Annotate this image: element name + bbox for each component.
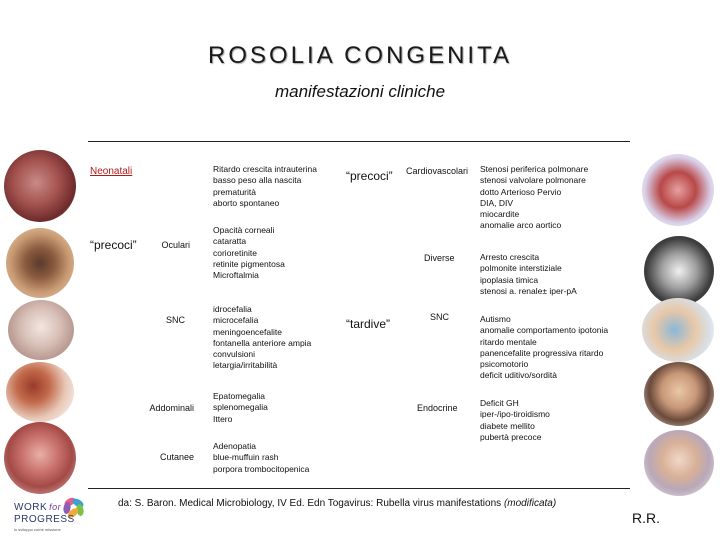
cutanee-list: Adenopatia blue-muffuin rash porpora trombocitopenica bbox=[213, 441, 310, 474]
page-title: ROSOLIA CONGENITA bbox=[208, 42, 512, 69]
snc-right-label: SNC bbox=[430, 312, 450, 322]
logo-work-text: WORK bbox=[14, 502, 48, 513]
neonate-photo bbox=[4, 150, 76, 222]
endocrine-label: Endocrine bbox=[417, 403, 458, 413]
snc-right-list: Autismo anomalie comportamento ipotonia ritardo mentale panencefalite progressiva ritardo psicomotorio deficit uditivo/sordità bbox=[480, 314, 609, 381]
source-citation bbox=[118, 498, 618, 509]
logo-tagline: lo sviluppo come missione bbox=[14, 527, 61, 532]
snc-left-label: SNC bbox=[165, 315, 185, 325]
work-for-progress-logo bbox=[14, 494, 90, 538]
oculari-label: Oculari bbox=[161, 240, 190, 250]
addominali-label: Addominali bbox=[149, 403, 194, 413]
bottom-divider bbox=[88, 488, 630, 489]
precoci-left-label: “precoci” bbox=[90, 238, 137, 252]
abdominal-organs-diagram bbox=[6, 362, 74, 422]
chest-xray-image bbox=[644, 236, 714, 306]
cutanee-label: Cutanee bbox=[159, 452, 194, 462]
logo-for-text: for bbox=[49, 502, 62, 512]
top-divider bbox=[88, 141, 630, 142]
logo-progress-text: PROGRESS bbox=[14, 514, 75, 525]
ear-diagram bbox=[642, 298, 714, 362]
precoci-middle-label: “precoci” bbox=[346, 169, 393, 183]
brain-scan-image bbox=[8, 300, 74, 360]
ritardo-crescita-list: Ritardo crescita intrauterina basso peso alla nascita prematurità aborto spontaneo bbox=[213, 164, 317, 208]
oculari-list: Opacità corneali cataratta corioretinite retinite pigmentosa Microftalmia bbox=[213, 225, 285, 281]
heart-diagram bbox=[642, 154, 714, 226]
diverse-list: Arresto crescita polmonite interstiziale ipoplasia timica stenosi a. renale± iper-pA bbox=[480, 252, 577, 296]
tardive-label: “tardive” bbox=[346, 317, 391, 331]
author-initials: R.R. bbox=[632, 510, 660, 526]
cardiovascolari-label: Cardiovascolari bbox=[406, 166, 469, 176]
infant-photo bbox=[644, 430, 714, 496]
cardiovascolari-list: Stenosi periferica polmonare stenosi valvolare polmonare dotto Arterioso Pervio DIA, DIV miocardite anomalie arco aortico bbox=[480, 164, 589, 231]
snc-left-list: idrocefalia microcefalia meningoencefalite fontanella anteriore ampia convulsioni letargia/irritabilità bbox=[213, 304, 312, 371]
rash-face-photo bbox=[4, 422, 76, 494]
source-main-text: da: S. Baron. Medical Microbiology, IV Ed. Edn Togavirus: Rubella virus manifestations bbox=[118, 498, 504, 509]
neonatali-heading: Neonatali bbox=[90, 166, 133, 177]
child-photo bbox=[644, 362, 714, 426]
page-subtitle: manifestazioni cliniche bbox=[274, 82, 446, 101]
addominali-list: Epatomegalia splenomegalia Ittero bbox=[213, 391, 268, 424]
diverse-label: Diverse bbox=[424, 253, 455, 263]
source-italic-text: (modificata) bbox=[503, 498, 557, 509]
endocrine-list: Deficit GH iper-/ipo-tiroidismo diabete mellito pubertà precoce bbox=[480, 398, 550, 442]
infant-eye-photo bbox=[6, 228, 74, 298]
